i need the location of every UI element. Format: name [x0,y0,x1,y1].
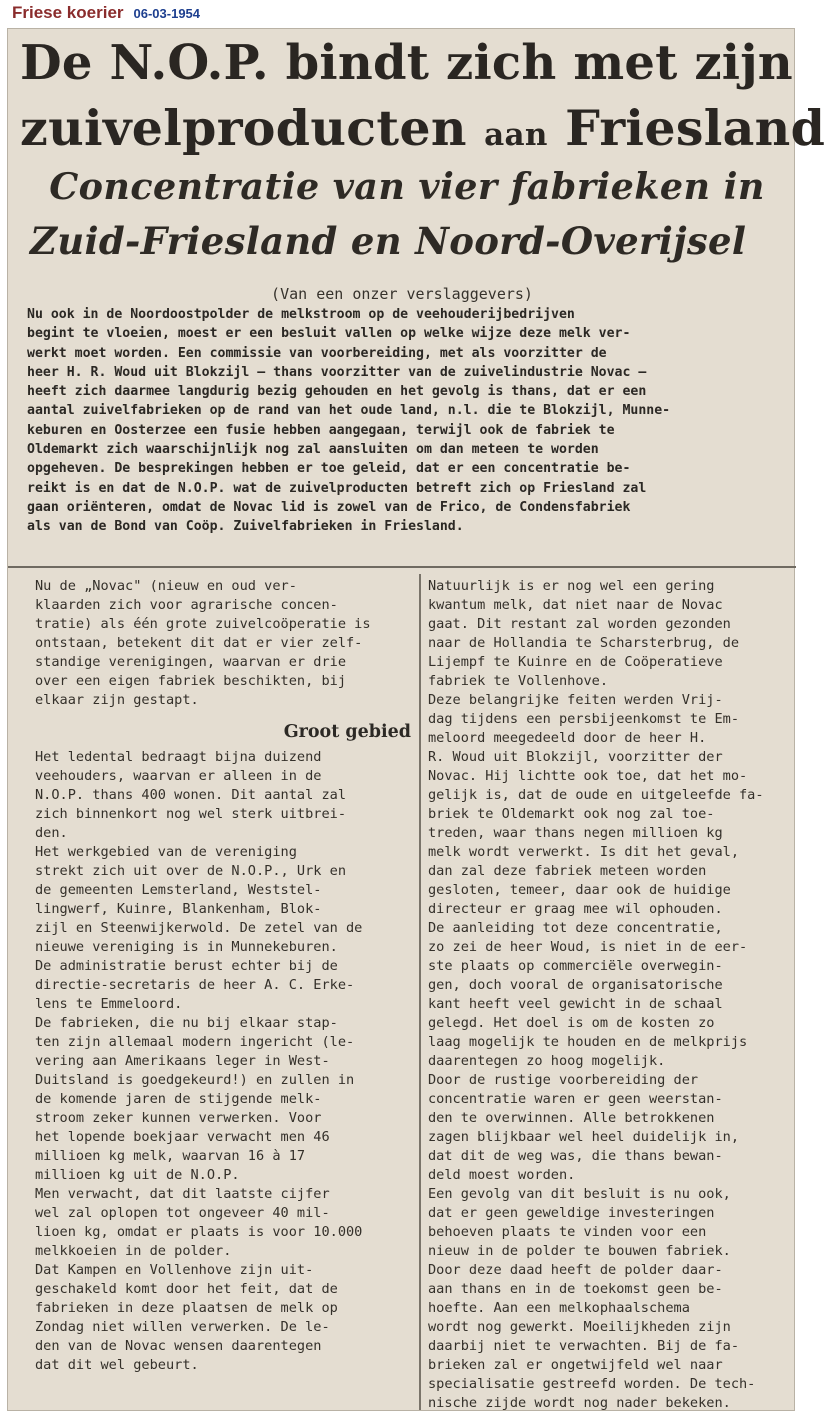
subheadline-line-2: Zuid-Friesland en Noord-Overijsel [30,219,747,263]
column-line: dat dit de weg was, die thans bewan- [428,1148,723,1164]
column-line: concentratie waren er geen weerstan- [428,1091,723,1107]
column-line: nische zijde wordt nog nader bekeken. [428,1395,731,1411]
column-line: De administratie berust echter bij de [35,958,338,974]
column-line: lingwerf, Kuinre, Blankenham, Blok- [35,901,322,917]
column-line: de gemeenten Lemsterland, Weststel- [35,882,322,898]
publication-date: 06-03-1954 [133,6,201,21]
column-line: briek te Oldemarkt ook nog zal toe- [428,806,715,822]
lead-line: aantal zuivelfabrieken op de rand van het oude land, n.l. die te Blokzijl, Munne- [27,403,671,419]
column-line: gelijk is, dat de oude en uitgeleefde fa- [428,787,764,803]
lead-line: werkt moet worden. Een commissie van voorbereiding, met als voorzitter de [27,345,607,361]
column-line: zagen blijkbaar wel heel duidelijk in, [428,1129,739,1145]
column-line: daarbij niet te verwachten. Bij de fa- [428,1338,739,1354]
column-line: strekt zich uit over de N.O.P., Urk en [35,863,346,879]
column-line: zijl en Steenwijkerwold. De zetel van de [35,920,363,936]
column-line: millioen kg melk, waarvan 16 à 17 [35,1148,306,1164]
column-1 [35,577,411,1375]
column-line: hoefte. Aan een melkophaalschema [428,1300,690,1316]
column-line: fabriek te Vollenhove. [428,673,609,689]
column-line: Duitsland is goedgekeurd!) en zullen in [35,1072,355,1088]
column-line: stroom zeker kunnen verwerken. Voor [35,1110,322,1126]
column-line: millioen kg uit de N.O.P. [35,1167,240,1183]
column-line: treden, waar thans negen millioen kg [428,825,723,841]
column-line: daarentegen zo hoog mogelijk. [428,1053,666,1069]
column-line: kwantum melk, dat niet naar de Novac [428,597,723,613]
column-line: aan thans en in de toekomst geen be- [428,1281,723,1297]
lead-line: opgeheven. De besprekingen hebben er toe geleid, dat er een concentratie be- [27,461,631,477]
column-line: naar de Hollandia te Scharsterbrug, de [428,635,739,651]
newspaper-clipping [7,28,825,1411]
column-line: wordt nog gewerkt. Moeilijkheden zijn [428,1319,731,1335]
column-line: kant heeft veel gewicht in de schaal [428,996,723,1012]
column-line: N.O.P. thans 400 wonen. Dit aantal zal [35,787,346,803]
column-2 [428,577,790,1413]
headline-word-aan: aan [484,117,548,153]
column-divider [419,574,421,1410]
column-line: specialisatie gestreefd worden. De tech- [428,1376,756,1392]
column-line: lioen kg, omdat er plaats is voor 10.000 [35,1224,363,1240]
column-line: Een gevolg van dit besluit is nu ook, [428,1186,731,1202]
headline-word-zuivelproducten: zuivelproducten [20,99,467,157]
column-line: De fabrieken, die nu bij elkaar stap- [35,1015,338,1031]
lead-line: gaan oriënteren, omdat de Novac lid is zowel van de Frico, de Condensfabriek [27,499,631,515]
column-line: Door de rustige voorbereiding der [428,1072,699,1088]
column-line: Zondag niet willen verwerken. De le- [35,1319,330,1335]
newspaper-name: Friese koerier [12,3,124,22]
column-line: Nu de „Novac" (nieuw en oud ver- [35,578,297,594]
column-line: brieken zal er ongetwijfeld wel naar [428,1357,723,1373]
column-line: Het werkgebied van de vereniging [35,844,297,860]
column-line: gelegd. Het doel is om de kosten zo [428,1015,715,1031]
column-line: dat dit wel gebeurt. [35,1357,199,1373]
column-line: Het ledental bedraagt bijna duizend [35,749,322,765]
lead-line: Oldemarkt zich waarschijnlijk nog zal aansluiten om dan meteen te worden [27,442,599,458]
subhead-groot-gebied: Groot gebied [283,722,411,742]
column-line: Dat Kampen en Vollenhove zijn uit- [35,1262,314,1278]
column-line: nieuwe vereniging is in Munnekeburen. [35,939,338,955]
column-line: over een eigen fabriek beschikten, bij [35,673,346,689]
column-line: fabrieken in deze plaatsen de melk op [35,1300,338,1316]
column-line: laag mogelijk te houden en de melkprijs [428,1034,748,1050]
column-line: Natuurlijk is er nog wel een gering [428,578,715,594]
column-line: deld moest worden. [428,1167,576,1183]
column-line: den. [35,825,68,841]
column-line: dat er geen geweldige investeringen [428,1205,715,1221]
column-line: gesloten, temeer, daar ook de huidige [428,882,731,898]
lead-line: reikt is en dat de N.O.P. wat de zuivelproducten betreft zich op Friesland zal [27,480,647,496]
column-line: ste plaats op commerciële overwegin- [428,958,723,974]
column-line: de komende jaren de stijgende melk- [35,1091,322,1107]
column-line: gaat. Dit restant zal worden gezonden [428,616,731,632]
column-line: R. Woud uit Blokzijl, voorzitter der [428,749,723,765]
column-line: Men verwacht, dat dit laatste cijfer [35,1186,330,1202]
column-line: ontstaan, betekent dit dat er vier zelf- [35,635,363,651]
headline-line-2 [20,99,825,157]
lead-line: begint te vloeien, moest er een besluit vallen op welke wijze deze melk ver- [27,326,631,342]
column-line: directie-secretaris de heer A. C. Erke- [35,977,355,993]
column-line: meloord meegedeeld door de heer H. [428,730,707,746]
column-line: standige verenigingen, waarvan er drie [35,654,346,670]
column-line: behoeven plaats te vinden voor een [428,1224,707,1240]
column-line: nieuw in de polder te bouwen fabriek. [428,1243,731,1259]
column-line: elkaar zijn gestapt. [35,692,199,708]
lead-line: heeft zich daarmee langdurig bezig gehouden en het gevolg is thans, dat er een [27,384,647,400]
column-line: wel zal oplopen tot ongeveer 40 mil- [35,1205,330,1221]
lead-paragraph [27,305,787,537]
headline-line-1: De N.O.P. bindt zich met zijn [20,35,793,91]
column-line: ten zijn allemaal modern ingericht (le- [35,1034,355,1050]
column-line: klaarden zich voor agrarische concen- [35,597,338,613]
column-line: Novac. Hij lichtte ook toe, dat het mo- [428,768,748,784]
column-line: De aanleiding tot deze concentratie, [428,920,723,936]
byline: (Van een onzer verslaggevers) [271,285,533,303]
column-line: directeur er graag mee wil ophouden. [428,901,723,917]
column-line: tratie) als één grote zuivelcoöperatie is [35,616,371,632]
column-line: gen, doch vooral de organisatorische [428,977,723,993]
lead-line: heer H. R. Woud uit Blokzijl — thans voorzitter van de zuivelindustrie Novac — [27,364,647,380]
headline-word-friesland: Friesland [565,99,825,157]
lead-divider [8,566,796,568]
column-line: den van de Novac wensen daarentegen [35,1338,322,1354]
lead-line: keburen en Oosterzee een fusie hebben aangegaan, terwijl ook de fabriek te [27,422,615,438]
column-line: dan zal deze fabriek meteen worden [428,863,707,879]
column-line: dag tijdens een persbijeenkomst te Em- [428,711,739,727]
lead-line: als van de Bond van Coöp. Zuivelfabrieken in Friesland. [27,519,464,535]
column-line: den te overwinnen. Alle betrokkenen [428,1110,715,1126]
column-line: melk wordt verwerkt. Is dit het geval, [428,844,739,860]
subheadline-line-1: Concentratie van vier fabrieken in [49,165,765,208]
column-line: vering aan Amerikaans leger in West- [35,1053,330,1069]
column-line: Lijempf te Kuinre en de Coöperatieve [428,654,723,670]
column-line: geschakeld komt door het feit, dat de [35,1281,338,1297]
column-line: melkkoeien in de polder. [35,1243,232,1259]
clipping-header [12,3,200,25]
column-line: zo zei de heer Woud, is niet in de eer- [428,939,748,955]
column-line: Door deze daad heeft de polder daar- [428,1262,723,1278]
column-line: het lopende boekjaar verwacht men 46 [35,1129,330,1145]
column-line: zich binnenkort nog wel sterk uitbrei- [35,806,346,822]
column-line: lens te Emmeloord. [35,996,183,1012]
column-line: veehouders, waarvan er alleen in de [35,768,322,784]
lead-line: Nu ook in de Noordoostpolder de melkstroom op de veehouderijbedrijven [27,307,575,322]
column-line: Deze belangrijke feiten werden Vrij- [428,692,723,708]
